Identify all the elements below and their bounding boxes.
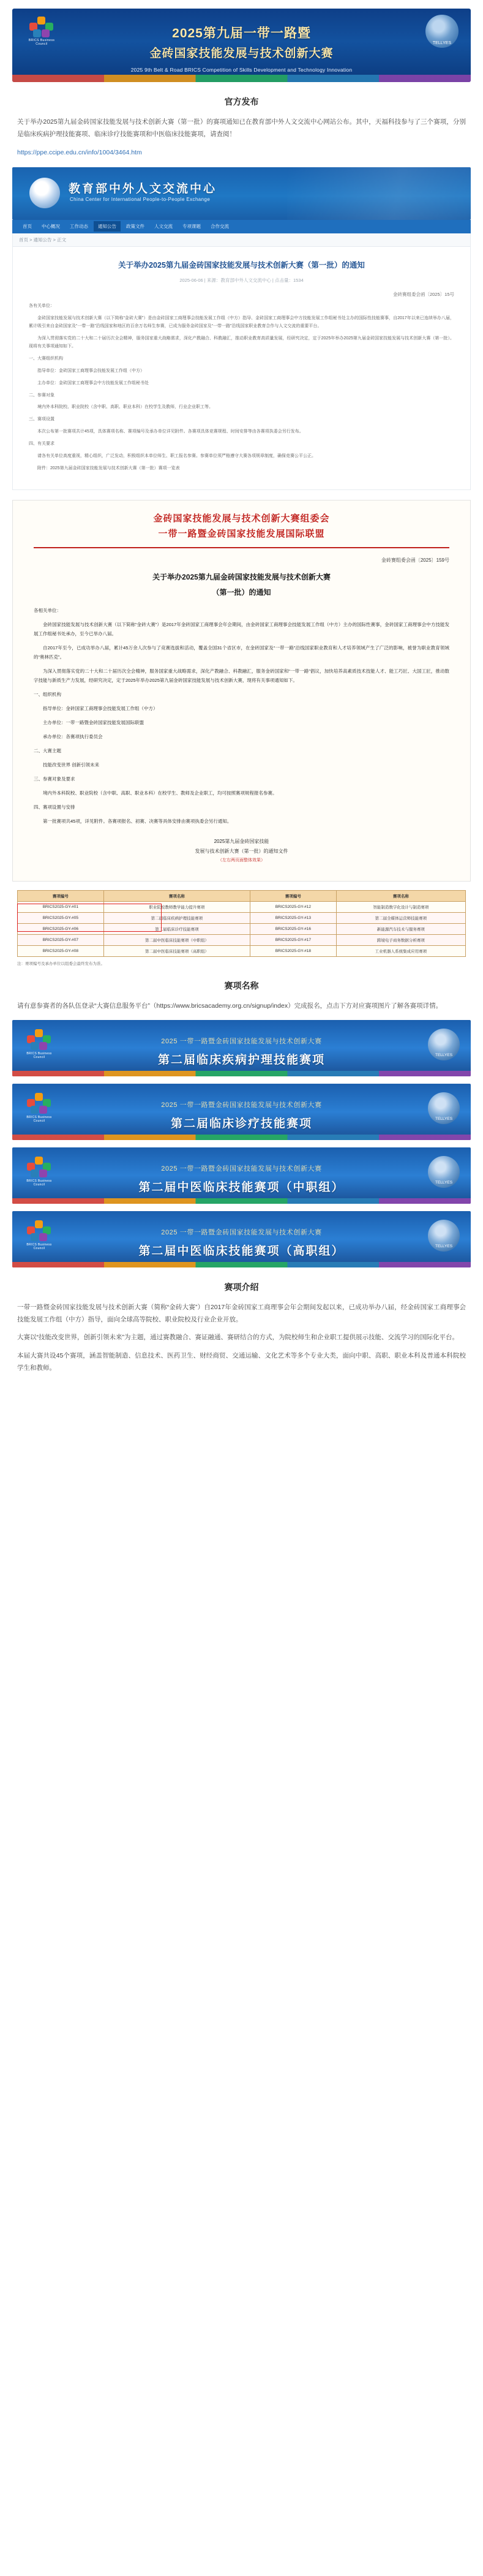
breadcrumb: 首页 > 通知公告 > 正文 (12, 233, 471, 247)
competition-top-line: 2025 一带一路暨金砖国家技能发展与技术创新大赛 (161, 1228, 322, 1236)
notice-doc-number: 金砖赛组委会函〔2025〕15号 (392, 292, 454, 298)
table-row-highlighted (18, 934, 466, 945)
notice-url-link[interactable]: https://ppe.ccipe.edu.cn/info/1004/3464.htm (17, 148, 142, 156)
section-heading-official-release: 官方发布 (224, 97, 259, 107)
brics-logo-icon (22, 1091, 56, 1125)
competition-top-line: 2025 一带一路暨金砖国家技能发展与技术创新大赛 (161, 1101, 322, 1109)
intro-paragraph: 关于举办2025第九届金砖国家技能发展与技术创新大赛（第一批）的赛项通知已在教育部中外人文交流中心网站公布。其中，天福科技参与了三个赛项，分别是临床疾病护理技能赛项、临床诊疗技能赛项和中医临床技能赛项，请查阅！ (17, 118, 466, 138)
redhead-signature-line1: 2025第九届金砖国家技能 (214, 838, 269, 844)
hero-banner (12, 9, 471, 82)
notice-paragraph: 为深入贯彻落实党的二十大和二十届历次全会精神，服务国家重大战略需求，深化产教融合、科教融汇，推动职业教育高质量发展，经研究决定，定于2025年举办2025第九届金砖国家技能发展与技术创新大赛（第一批）。现将有关事项通知如下。 (29, 336, 454, 349)
notice-salutation: 各有关单位： (29, 304, 54, 309)
redhead-title-line2: （第一批）的通知 (212, 587, 271, 597)
banner-color-stripe (12, 1071, 471, 1076)
redhead-paragraph: 技能改变世界 创新引领未来 (43, 761, 100, 768)
competition-name: 第二届临床疾病护理技能赛项 (157, 1053, 325, 1067)
redhead-title-line1: 关于举办2025第九届金砖国家技能发展与技术创新大赛 (152, 573, 331, 582)
nav-item-policies[interactable]: 政策文件 (126, 224, 144, 230)
brics-logo-icon (24, 15, 59, 48)
redhead-paragraph: 指导单位：金砖国家工商理事会技能发展工作组（中方） (43, 705, 158, 711)
redhead-signature-line3: （左右两页面整体效果） (218, 858, 265, 863)
notice-paragraph: 四、有关要求 (29, 442, 54, 447)
brics-logo-label: BRICS Business Council (26, 1116, 52, 1124)
notice-paragraph: 二、参赛对象 (29, 393, 54, 398)
event-intro-paragraph-1: 一带一路暨金砖国家技能发展与技术创新大赛（简称“金砖大赛”）自2017年金砖国家工商理事会年会期间发起以来，已成功举办八届，经金砖国家工商理事会技能发展工作组（中方）指导，面向全球高等院校、职业院校及行业企业开放。 (17, 1303, 466, 1323)
table-cell: BRICS2025-GY-#17 (250, 934, 336, 945)
brics-logo-label: BRICS Business Council (26, 1243, 52, 1251)
tellyes-logo-icon (428, 1220, 460, 1252)
ministry-title: 教育部中外人文交流中心 (69, 182, 217, 195)
hero-title-line2: 金砖国家技能发展与技术创新大赛 (149, 47, 334, 60)
table-cell: 职业院校教师教学能力提升赛项 (103, 901, 250, 912)
events-table-wrapper (17, 890, 466, 957)
notice-article (12, 247, 471, 490)
notice-paragraph: 本次公布第一批赛项共计45项，具体赛项名称、赛项编号及承办单位详见附件。各赛项具体竞赛规程、时间安排等由各赛项执委会另行发布。 (37, 429, 304, 434)
table-row (18, 901, 466, 912)
tellyes-logo-icon (425, 15, 459, 48)
redhead-paragraph: 一、组织机构 (34, 691, 61, 697)
table-cell: BRICS2025-GY-#05 (18, 912, 104, 923)
tellyes-logo-icon (428, 1156, 460, 1188)
brics-logo-icon (22, 1218, 56, 1253)
ministry-banner (12, 167, 471, 220)
signup-instructions: 请有意参赛者的各队伍登录“大赛信息服务平台”（https://www.bricsacademy.org.cn/signup/index）完成报名，点击下方对应赛项图片了解各赛项详情。 (17, 1002, 443, 1010)
nav-item-cooperation[interactable]: 合作交流 (211, 224, 229, 230)
table-cell: 第二届中医临床技能赛项（中职组） (103, 934, 250, 945)
table-header-cell: 赛项编号 (250, 890, 336, 901)
redhead-signature (34, 837, 449, 865)
competition-name: 第二届中医临床技能赛项（中职组） (138, 1180, 345, 1194)
hero-english-title: 2025 9th Belt & Road BRICS Competition of Skills Development and Technology Innovation (130, 67, 353, 73)
bottom-spacer (0, 1381, 483, 1397)
redhead-paragraph: 四、赛项设置与安排 (34, 804, 75, 810)
notice-paragraph: 境内外本科院校、职业院校（含中职、高职、职业本科）在校学生及教师，行业企业职工等。 (37, 405, 213, 410)
redhead-rule (34, 547, 449, 548)
nav-item-news[interactable]: 工作动态 (70, 224, 88, 230)
table-cell: BRICS2025-GY-#18 (250, 945, 336, 956)
official-red-header-document (12, 500, 471, 882)
notice-paragraph: 主办单位：金砖国家工商理事会中方技能发展工作组秘书处 (37, 380, 149, 385)
notice-paragraph: 一、大赛组织机构 (29, 356, 63, 361)
table-cell: BRICS2025-GY-#07 (18, 934, 104, 945)
ministry-subtitle: China Center for International People-to-People Exchange (70, 196, 211, 202)
table-cell: 第二届临床疾病护理技能赛项 (103, 912, 250, 923)
table-cell: 第二届全媒体运营师技能赛项 (336, 912, 465, 923)
table-row-highlighted (18, 912, 466, 923)
nav-item-about[interactable]: 中心概况 (42, 224, 60, 230)
table-header-row (18, 890, 466, 901)
banner-color-stripe (12, 1262, 471, 1267)
events-table (17, 890, 466, 957)
table-row (18, 945, 466, 956)
banner-color-stripe (12, 1135, 471, 1140)
section-heading-event-intro: 赛项介绍 (224, 1282, 259, 1292)
redhead-org-line2: 一带一路暨金砖国家技能发展国际联盟 (158, 529, 325, 540)
notice-meta: 2025-06-06 | 来源：教育部中外人文交流中心 | 点击量：1534 (179, 278, 304, 284)
brics-logo-label: BRICS Business Council (26, 1052, 52, 1060)
table-header-cell: 赛项编号 (18, 890, 104, 901)
table-header-cell: 赛项名称 (103, 890, 250, 901)
tellyes-logo-label: TELLYES (435, 1116, 453, 1121)
table-cell: BRICS2025-GY-#16 (250, 923, 336, 934)
hero-color-stripe (12, 75, 471, 82)
nav-item-home[interactable]: 首页 (23, 224, 32, 230)
redhead-doc-number: 金砖赛组委会函〔2025〕159号 (381, 557, 449, 564)
table-cell: BRICS2025-GY-#13 (250, 912, 336, 923)
hero-title-line1: 2025第九届一带一路暨 (172, 26, 311, 40)
competition-banner-tcm-secondary[interactable] (12, 1147, 471, 1204)
document-page (0, 9, 483, 1397)
table-cell: 工业机器人系统集成应用赛项 (336, 945, 465, 956)
competition-name: 第二届临床诊疗技能赛项 (170, 1117, 312, 1130)
banner-color-stripe (12, 1198, 471, 1204)
brics-logo-icon (22, 1155, 56, 1189)
notice-paragraph: 附件：2025第九届金砖国家技能发展与技术创新大赛（第一批）赛项一览表 (37, 466, 180, 471)
competition-name: 第二届中医临床技能赛项（高职组） (138, 1244, 345, 1258)
tellyes-logo-label: TELLYES (435, 1052, 453, 1057)
redhead-paragraph: 自2017年至今，已成功举办八届，累计45万余人次参与了竞赛选拔和活动，覆盖全国31个省区市，在金砖国家及“一带一路”沿线国家职业教育和人才培养领域产生了广泛的影响，被誉为职业教育领域的“奥林匹克”。 (34, 644, 449, 660)
redhead-paragraph: 三、参赛对象及要求 (34, 776, 75, 782)
tellyes-logo-icon (428, 1029, 460, 1060)
competition-top-line: 2025 一带一路暨金砖国家技能发展与技术创新大赛 (161, 1037, 322, 1045)
brics-logo-label: BRICS Business Council (26, 1179, 52, 1187)
tellyes-logo-label: TELLYES (435, 1180, 453, 1185)
redhead-paragraph: 境内外本科院校、职业院校（含中职、高职、职业本科）在校学生、教师及企业职工，均可按照赛项规程报名参赛。 (43, 790, 277, 796)
notice-paragraph: 请各有关单位高度重视，精心组织，广泛发动，积极组织本单位师生、职工报名参赛。参赛单位须严格遵守大赛各项规章制度，确保竞赛公平公正。 (37, 454, 316, 459)
table-cell: BRICS2025-GY-#06 (18, 923, 104, 934)
nav-item-announcements[interactable]: 通知公告 (94, 221, 121, 232)
notice-paragraph: 金砖国家技能发展与技术创新大赛（以下简称“金砖大赛”）是由金砖国家工商理事会技能发展工作组（中方）指导、金砖国家工商理事会中方技能发展工作组秘书处主办的国际性技能赛事，自2017年以来已连续举办八届，累计吸引来自金砖国家及“一带一路”沿线国家和地区的百余万名师生参赛，已成为服务金砖国家及“一带一路”沿线国家职业教育合作与人文交流的重要平台。 (29, 315, 454, 328)
table-cell: BRICS2025-GY-#12 (250, 901, 336, 912)
notice-paragraph: 指导单位：金砖国家工商理事会技能发展工作组（中方） (37, 368, 144, 373)
competition-top-line: 2025 一带一路暨金砖国家技能发展与技术创新大赛 (161, 1165, 322, 1173)
table-cell: BRICS2025-GY-#08 (18, 945, 104, 956)
redhead-org-line1: 金砖国家技能发展与技术创新大赛组委会 (153, 513, 330, 524)
table-cell: 跨境电子商务数据分析赛项 (336, 934, 465, 945)
table-note: 注：赛项编号及承办单位以组委会最终发布为准。 (17, 961, 105, 966)
table-cell: BRICS2025-GY-#01 (18, 901, 104, 912)
table-row-highlighted (18, 923, 466, 934)
ministry-nav (12, 220, 471, 233)
table-cell: 第二届中医临床技能赛项（高职组） (103, 945, 250, 956)
table-cell: 第二届临床诊疗技能赛项 (103, 923, 250, 934)
redhead-paragraph: 第一批赛项共45项，详见附件。各赛项报名、初赛、决赛等具体安排由赛项执委会另行通知。 (43, 818, 232, 824)
tellyes-logo-icon (428, 1092, 460, 1124)
redhead-paragraph: 承办单位：各赛项执行委员会 (43, 733, 103, 739)
redhead-paragraph: 金砖国家技能发展与技术创新大赛（以下简称“金砖大赛”）是2017年金砖国家工商理事会年会期间，由金砖国家工商理事会技能发展工作组（中方）主办的国际性赛事，金砖国家工商理事会中方技能发展工作组秘书处承办，至今已举办八届。 (34, 621, 449, 636)
event-intro-paragraph-2: 大赛以“技能改变世界，创新引领未来”为主题，通过赛教融合、赛证融通、赛研结合的方式，为院校师生和企业职工提供展示技能、交流学习的国际化平台。 (17, 1334, 459, 1342)
section-heading-event-names: 赛项名称 (224, 980, 259, 991)
competition-banner-tcm-higher[interactable] (12, 1211, 471, 1267)
nav-item-exchange[interactable]: 人文交流 (154, 224, 173, 230)
redhead-signature-line2: 发展与技术创新大赛（第一批）的通知文件 (195, 848, 288, 854)
table-cell: 新能源汽车技术与服务赛项 (336, 923, 465, 934)
ministry-emblem-icon (29, 178, 60, 208)
tellyes-logo-label: TELLYES (435, 1244, 453, 1248)
competition-banner-clinical-diagnosis[interactable] (12, 1084, 471, 1140)
ministry-decoration (287, 167, 471, 220)
redhead-paragraph: 二、大赛主题 (34, 747, 61, 754)
notice-paragraph: 三、赛项设置 (29, 417, 54, 422)
table-cell: 智能制造数字化设计与制造赛项 (336, 901, 465, 912)
redhead-paragraph: 为深入贯彻落实党的二十大和二十届历次全会精神，服务国家重大战略需求，深化产教融合、科教融汇，服务金砖国家和“一带一路”倡议，加快培养高素质技术技能人才、能工巧匠、大国工匠，推动数字技能与新质生产力发展，经研究决定，定于2025年举办2025第九届金砖国家技能发展与技术创新大赛，现将有关事项通知如下。 (34, 668, 449, 683)
event-intro-paragraph-3: 本届大赛共设45个赛项，涵盖智能制造、信息技术、医药卫生、财经商贸、交通运输、文化艺术等多个专业大类，面向中职、高职、职业本科及普通本科院校学生和教师。 (17, 1352, 466, 1372)
brics-logo-label: BRICS Business Council (28, 39, 55, 46)
redhead-salutation: 各相关单位： (34, 607, 61, 613)
brics-logo-icon (22, 1027, 56, 1062)
redhead-paragraph: 主办单位：一带一路暨金砖国家技能发展国际联盟 (43, 719, 144, 725)
tellyes-logo-label: TELLYES (432, 41, 452, 45)
nav-item-projects[interactable]: 专项课题 (182, 224, 201, 230)
notice-title: 关于举办2025第九届金砖国家技能发展与技术创新大赛（第一批）的通知 (118, 260, 365, 270)
table-header-cell: 赛项名称 (336, 890, 465, 901)
competition-banner-nursing[interactable] (12, 1020, 471, 1076)
